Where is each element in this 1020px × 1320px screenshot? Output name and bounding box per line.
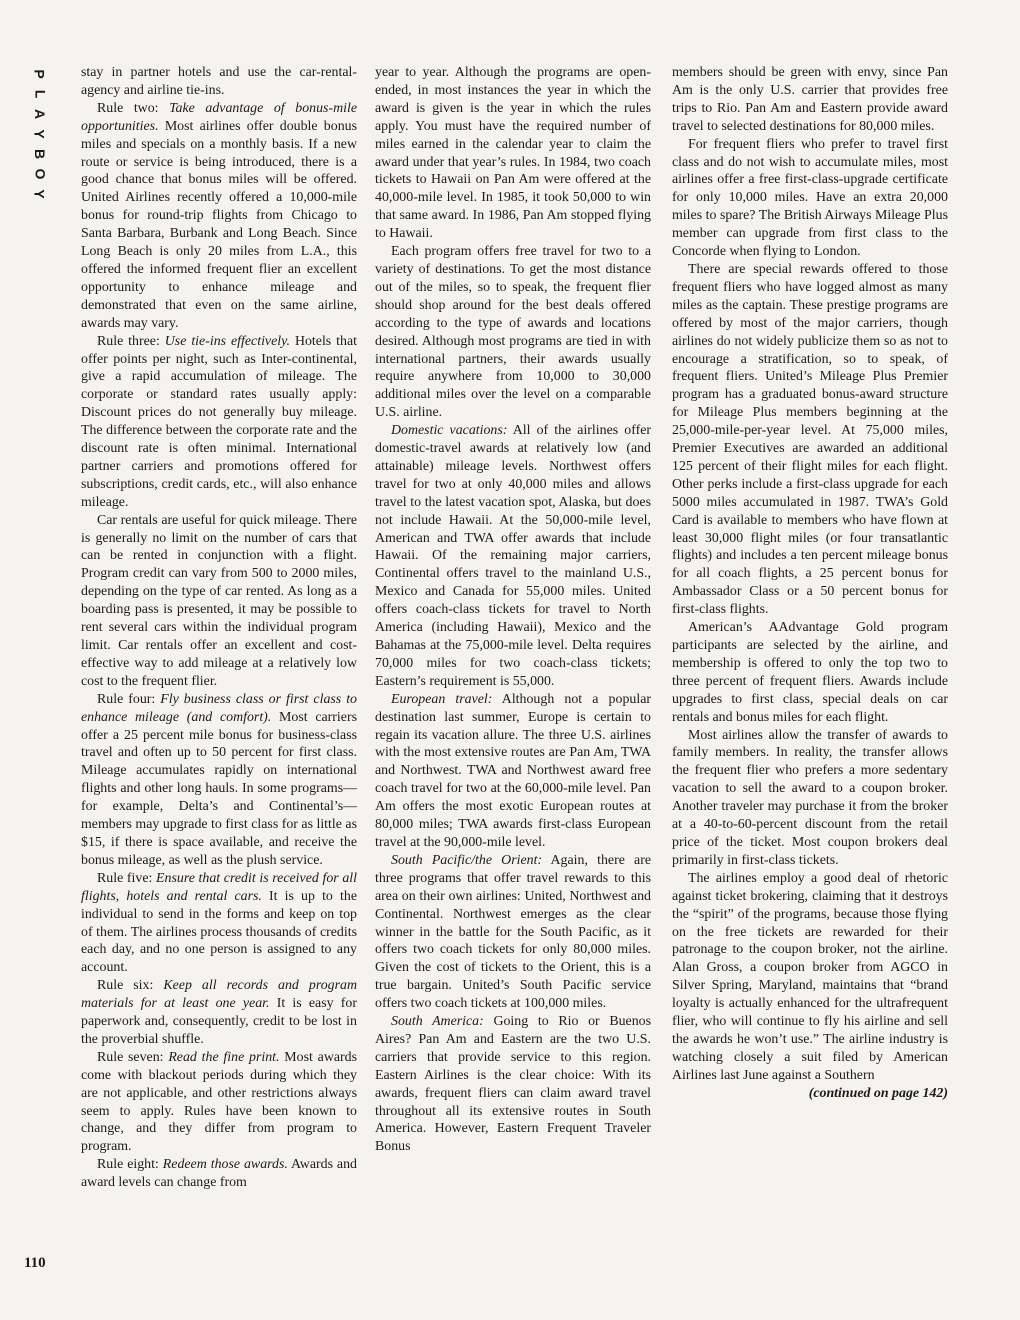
paragraph-text: Each program offers free travel for two to a variety of destinations. To get the most distance out of the miles, so to speak, the frequent flier should shop around for the best deals offered according to the type of awards and locations desired. Although most programs are tied in with international partners, their awards usually require anywhere from 10,000 to 30,000 additional miles over the level on a comparable U.S. airline. [375,244,651,421]
paragraph-text: stay in partner hotels and use the car-rental-agency and airline tie-ins. [81,65,357,98]
paragraph-text: Most airlines offer double bonus miles and specials on a monthly basis. If a new route or service is being introduced, there is a good chance that bonus miles will be offered. United Airlines recently offered a 10,000-mile bonus for round-trip flights from Chicago to Santa Barbara, Burbank and Long Beach. Since Long Beach is only 20 miles from L.A., this offered the informed frequent flier an excellent opportunity to enhance mileage and demonstrated that even on the same airline, awards may vary. [81,118,357,331]
masthead-letter: O [31,168,48,180]
paragraph [81,1156,357,1192]
rule-lead: Rule five: [97,870,157,886]
paragraph-text: Most awards come with blackout periods during which they are not applicable, and other restrictions always seem to apply. Rules have been known to change, and they differ from program to program. [81,1049,357,1155]
paragraph-text: It is up to the individual to send in the forms and keep on top of them. The airlines process thousands of credits each day, and no one person is assigned to any account. [81,888,357,976]
italic-heading: Use tie-ins effectively. [164,333,290,349]
paragraph [672,64,948,136]
masthead-letter: Y [32,129,48,139]
paragraph-text: Going to Rio or Buenos Aires? Pan Am and Eastern are the two U.S. carriers that provide service to this region. Eastern Airlines is the clear choice: With its awards, frequent fliers can claim award travel throughout all its extensive routes in South America. However, Eastern Frequent Traveler Bonus [375,1014,652,1155]
paragraph [375,64,651,243]
paragraph [81,100,357,333]
paragraph [81,64,357,100]
rule-lead: Rule eight: [97,1157,163,1173]
paragraph [375,243,651,422]
text-column-3 [672,64,948,1103]
italic-heading: Ensure that credit is received for all flights, hotels and rental cars. [81,870,358,904]
paragraph [81,512,357,691]
rule-lead: Rule three: [97,333,165,349]
paragraph [375,691,651,852]
italic-heading: Keep all records and program materials for at least one year. [81,978,358,1012]
paragraph [672,136,948,261]
paragraph-text: American’s AAdvantage Gold program participants are selected by the airline, and membership is offered to only the top two to three percent of frequent fliers. Awards include upgrades to first class, special deals on car rentals and bonus miles for each flight. [672,620,948,725]
italic-heading: Take advantage of bonus-mile opportunities. [81,100,357,134]
page-number: 110 [24,1255,46,1271]
paragraph-text: It is easy for paperwork and, consequently, credit to be lost in the proverbial shuffle. [81,996,357,1047]
paragraph-text: Most airlines allow the transfer of awards to family members. In reality, the transfer allows the frequent flier who prefers a more sedentary vacation to sell the award to a coupon broker. Another traveler may purchase it from the broker at a 40-to-60-percent discount from the retail price of the ticket. Most coupon brokers deal primarily in first-class tickets. [672,727,948,868]
paragraph [81,1049,357,1156]
paragraph-text: The airlines employ a good deal of rhetoric against ticket brokering, claiming that it destroys the “spirit” of the programs, because those flying on the free tickets are rewarded for their patronage to the coupon broker, not the airline. Alan Gross, a coupon broker from AGCO in Silver Spring, Maryland, maintains that “brand loyalty is actually enhanced for the ultrafrequent flier, who will continue to fly his airline and sell the awards he won’t use.” The airline industry is watching closely a suit filed by American Airlines last June against a Southern [672,870,948,1083]
paragraph-text: Car rentals are useful for quick mileage. There is generally no limit on the number of cars that can be rented in conjunction with a flight. Program credit can vary from 500 to 2000 miles, depending on the type of car rented. As long as a boarding pass is presented, it may be possible to rent several cars within the individual program limit. Car rentals offer an excellent and cost-effective way to add mileage at a relatively low cost to the frequent flier. [81,512,357,689]
paragraph-text: Most carriers offer a 25 percent mile bonus for business-class travel and often up to 50 percent for first class. Mileage accumulates rapidly on international flights and other long hauls. In some programs—for example, Delta’s and Continental’s—members may upgrade to first class for as little as $15, if there is space available, and receive the bonus mileage, as well as the plush service. [81,709,357,868]
paragraph-text: All of the airlines offer domestic-travel awards at relatively low (and attainable) mileage levels. Northwest offers travel for two at only 40,000 miles and allows travel to the latest vacation spot, Alaska, but does not include Hawaii. At the 50,000-mile level, American and TWA offer awards that include Hawaii. Of the remaining major carriers, Continental offers travel to the mainland U.S., Mexico and Canada for 55,000 miles. United offers coach-class tickets for travel to North America (including Hawaii), Mexico and the Bahamas at the 75,000-mile level. Delta requires 70,000 miles for two coach-class tickets; Eastern’s requirement is 55,000. [375,423,651,689]
text-column-2 [375,64,651,1156]
masthead-letter: P [32,69,48,79]
paragraph-text: Again, there are three programs that offer travel rewards to this area on their own airlines: United, Northwest and Continental. Northwest emerges as the clear winner in the battle for the South Pacific, as it offers two coach tickets for only 80,000 miles. Given the cost of tickets to the Orient, this is a true bargain. United’s South Pacific service offers two coach tickets at 100,000 miles. [375,852,651,1012]
rule-lead: Rule two: [97,100,170,116]
paragraph [375,852,651,1013]
italic-heading: Redeem those awards. [162,1157,288,1173]
rule-lead: Rule six: [97,978,164,994]
paragraph-text: Awards and award levels can change from [81,1157,357,1191]
paragraph [375,1013,651,1156]
italic-heading: Read the fine print. [168,1049,280,1065]
masthead-letter: B [32,148,48,160]
paragraph [672,870,948,1085]
paragraph-text: There are special rewards offered to those frequent fliers who have logged almost as many miles as the captain. These prestige programs are offered by most of the major carriers, though airlines do not widely publicize them so as not to encourage a stratification, so to speak, of frequent fliers. United’s Mileage Plus Premier program has a graduated bonus-award structure for Mileage Plus members beginning at the 25,000-mile-per-year level. At 75,000 miles, Premier Executives are awarded an additional 125 percent of their flight miles for each flight. Other perks include a first-class upgrade for each 5000 miles accumulated in 1987. TWA’s Gold Card is available to members who have flown at least 30,000 flight miles (or four transatlantic flights) and includes a ten percent mileage bonus for all coach flights, a 25 percent bonus for Ambassador Class or a 50 percent bonus for first-class flights. [672,261,948,618]
rule-lead: Rule seven: [97,1049,169,1065]
masthead-vertical [30,64,50,204]
paragraph [81,870,357,977]
paragraph-text: Hotels that offer points per night, such as Inter-continental, give a rapid accumulation of mileage. The corporate or standard rates usually apply: Discount prices do not generally buy mileage. The difference between the corporate rate and the discount rate is often minimal. International partner carriers and promotions offered for subscriptions, credit cards, etc., will also enhance mileage. [81,333,357,510]
paragraph [81,333,357,512]
paragraph [81,977,357,1049]
masthead-letter: A [32,108,48,120]
paragraph [375,422,651,691]
paragraph-text: For frequent fliers who prefer to travel first class and do not wish to accumulate miles, most airlines offer a free first-class-upgrade certificate for only 10,000 miles. Have an extra 20,000 miles to spare? The British Airways Mileage Plus member can upgrade from first class to the Concorde when flying to London. [672,136,948,260]
paragraph-text: Although not a popular destination last summer, Europe is certain to regain its vacation allure. The three U.S. airlines with the most extensive routes are Pan Am, TWA and Northwest. TWA and Northwest award free coach travel for two at the 60,000-mile level. Pan Am offers the most exotic European routes at 80,000 miles; TWA awards first-class European travel at the 90,000-mile level. [375,691,651,850]
paragraph [672,261,948,619]
paragraph [672,619,948,726]
paragraph-text: year to year. Although the programs are open-ended, in most instances the year in which the award is given is the year in which the rules apply. You must have the required number of miles earned in the calendar year to claim the award under that year’s rules. In 1984, two coach tickets to Hawaii on Pan Am were offered at the 40,000-mile level. In 1985, it took 50,000 to win that same award. In 1986, Pan Am stopped flying to Hawaii. [375,65,651,242]
italic-heading: European travel: [391,691,493,707]
paragraph [81,691,357,870]
italic-heading: South Pacific/the Orient: [391,852,543,868]
italic-heading: South America: [391,1014,484,1030]
italic-heading: Domestic vacations: [391,423,508,439]
paragraph [672,727,948,870]
paragraph-text: members should be green with envy, since Pan Am is the only U.S. carrier that provides free trips to Rio. Pan Am and Eastern provide award travel to selected destinations for 80,000 miles. [672,65,948,134]
masthead-letter: L [32,89,48,99]
continued-note: (continued on page 142) [808,1085,948,1101]
rule-lead: Rule four: [97,691,161,707]
text-column-1 [81,64,357,1192]
masthead-letter: Y [32,189,48,199]
italic-heading: Fly business class or first class to enhance mileage (and comfort). [81,691,358,725]
